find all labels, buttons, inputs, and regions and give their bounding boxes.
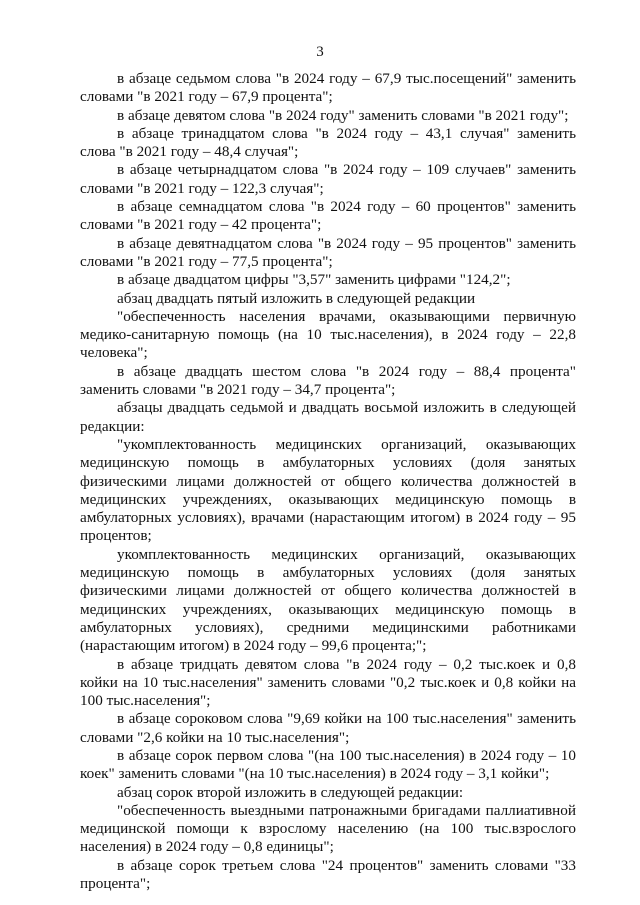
paragraph-restate-25-text: "обеспеченность населения врачами, оказывающими первичную медико-санитарную помощь (на 10 тыс.населения), в 2024 году – 22,8 человека"; (80, 307, 576, 362)
paragraph-restate-28-text: укомплектованность медицинских организаций, оказывающих медицинскую помощь в амбулаторных условиях (доля занятых физическими лицами должностей от общего количества должностей в медицинских учреждениях, оказывающих медицинскую помощь в амбулаторных условиях), средними медицинскими работниками (нарастающим итогом) в 2024 году – 99,6 процента;"; (80, 545, 576, 655)
paragraph-amend-14: в абзаце четырнадцатом слова "в 2024 году – 109 случаев" заменить словами "в 2021 году – 122,3 случая"; (80, 161, 576, 197)
paragraph-restate-42-intro: абзац сорок второй изложить в следующей редакции: (117, 783, 464, 801)
page-number: 3 (316, 44, 324, 60)
paragraph-amend-41: в абзаце сорок первом слова "(на 100 тыс.населения) в 2024 году – 10 коек" заменить словами "(на 10 тыс.населения) в 2024 году – 3,1 койки"; (80, 746, 576, 783)
paragraph-restate-42-text: "обеспеченность выездными патронажными бригадами паллиативной медицинской помощи к взрослому населению (на 100 тыс.взрослого населения) в 2024 году – 0,8 единицы"; (80, 801, 576, 856)
paragraph-restate-25-intro: абзац двадцать пятый изложить в следующей редакции (117, 289, 476, 307)
paragraph-amend-43: в абзаце сорок третьем слова "24 процентов" заменить словами "33 процента"; (80, 856, 576, 893)
paragraph-amend-39: в абзаце тридцать девятом слова "в 2024 году – 0,2 тыс.коек и 0,8 койки на 10 тыс.населения" заменить словами "0,2 тыс.коек и 0,8 койки на 100 тыс.населения"; (80, 655, 576, 710)
paragraph-amend-7: в абзаце седьмом слова "в 2024 году – 67,9 тыс.посещений" заменить словами "в 2021 году – 67,9 процента"; (80, 70, 576, 106)
paragraph-amend-20: в абзаце двадцатом цифры "3,57" заменить цифрами "124,2"; (117, 271, 511, 289)
document-body (80, 70, 576, 893)
paragraph-amend-9: в абзаце девятом слова "в 2024 году" заменить словами "в 2021 году"; (117, 106, 569, 124)
paragraph-amend-17: в абзаце семнадцатом слова "в 2024 году – 60 процентов" заменить словами "в 2021 году – 42 процента"; (80, 198, 576, 234)
paragraph-amend-19: в абзаце девятнадцатом слова "в 2024 году – 95 процентов" заменить словами "в 2021 году – 77,5 процента"; (80, 234, 576, 270)
paragraph-restate-27-28-intro: абзацы двадцать седьмой и двадцать восьмой изложить в следующей редакции: (80, 399, 576, 435)
paragraph-amend-13: в абзаце тринадцатом слова "в 2024 году – 43,1 случая" заменить слова "в 2021 году – 48,4 случая"; (80, 124, 576, 161)
paragraph-amend-40: в абзаце сороковом слова "9,69 койки на 100 тыс.населения" заменить словами "2,6 койки на 10 тыс.населения"; (80, 710, 576, 746)
paragraph-amend-26: в абзаце двадцать шестом слова "в 2024 году – 88,4 процента" заменить словами "в 2021 году – 34,7 процента"; (80, 362, 576, 399)
paragraph-restate-27-text: "укомплектованность медицинских организаций, оказывающих медицинскую помощь в амбулаторных условиях (доля занятых физическими лицами должностей от общего количества должностей в медицинских учреждениях, оказывающих медицинскую помощь в амбулаторных условиях), врачами (нарастающим итогом) в 2024 году – 95 процентов; (80, 435, 576, 545)
